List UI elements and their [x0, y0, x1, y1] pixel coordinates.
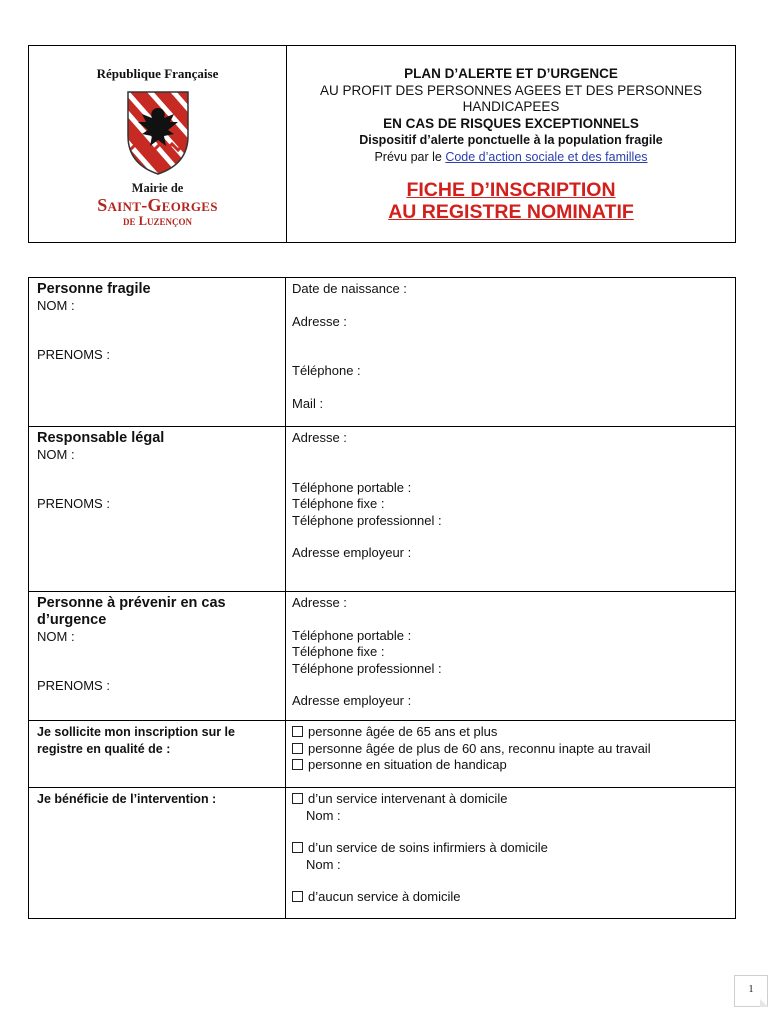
registration-form [28, 277, 736, 919]
fiche-title [287, 179, 735, 223]
intervention-label: Je bénéficie de l’intervention : [37, 792, 217, 806]
option-label: personne âgée de 65 ans et plus [308, 724, 498, 739]
prevu-prefix: Prévu par le [374, 149, 446, 164]
republique-label: République Française [96, 66, 219, 81]
telephone-field[interactable]: Téléphone : [292, 363, 361, 378]
title-cell [287, 46, 735, 242]
option-65-ans[interactable] [292, 724, 729, 741]
tel-pro-field[interactable]: Téléphone professionnel : [292, 660, 442, 676]
option-label: personne en situation de handicap [308, 757, 507, 772]
inscription-right [286, 721, 735, 787]
option-label: d’un service intervenant à domicile [308, 791, 508, 806]
date-naissance-field[interactable]: Date de naissance : [292, 281, 407, 296]
prenoms-field[interactable]: PRENOMS : [37, 347, 110, 362]
nom-soins-field[interactable]: Nom : [306, 856, 341, 872]
prenoms-field[interactable]: PRENOMS : [37, 496, 110, 511]
fragile-right [286, 278, 735, 426]
intervention-left [29, 788, 286, 918]
option-aucun-service[interactable] [292, 889, 729, 906]
row-personne-fragile [29, 278, 735, 426]
option-service-domicile[interactable] [292, 791, 729, 808]
responsable-right [286, 427, 735, 591]
risk-title: EN CAS DE RISQUES EXCEPTIONNELS [383, 115, 639, 131]
section-title: Personne fragile [37, 281, 151, 297]
fragile-left [29, 278, 286, 426]
row-inscription [29, 720, 735, 787]
fiche-line2: AU REGISTRE NOMINATIF [388, 201, 634, 223]
tel-pro-field[interactable]: Téléphone professionnel : [292, 512, 442, 528]
adresse-field[interactable]: Adresse : [292, 313, 347, 329]
header-box [28, 45, 736, 243]
adresse-field[interactable]: Adresse : [292, 430, 347, 445]
tel-portable-field[interactable]: Téléphone portable : [292, 627, 412, 643]
checkbox[interactable] [292, 726, 303, 737]
option-handicap[interactable] [292, 757, 729, 774]
urgence-left [29, 592, 286, 720]
nom-service-field[interactable]: Nom : [306, 807, 341, 823]
row-responsable-legal [29, 426, 735, 591]
plan-title: PLAN D’ALERTE ET D’URGENCE [404, 66, 618, 81]
checkbox[interactable] [292, 793, 303, 804]
checkbox[interactable] [292, 759, 303, 770]
prenoms-field[interactable]: PRENOMS : [37, 678, 110, 693]
nom-field[interactable]: NOM : [37, 298, 75, 313]
mairie-label: Mairie de [131, 181, 184, 195]
option-label: d’un service de soins infirmiers à domicile [308, 840, 548, 855]
plan-subtitle: AU PROFIT DES PERSONNES AGEES ET DES PERSONNES HANDICAPEES [319, 82, 703, 114]
checkbox[interactable] [292, 842, 303, 853]
checkbox[interactable] [292, 891, 303, 902]
responsable-left [29, 427, 286, 591]
dispositif-line: Dispositif d’alerte ponctuelle à la population fragile [359, 133, 663, 147]
intervention-right [286, 788, 735, 918]
tel-portable-field[interactable]: Téléphone portable : [292, 479, 412, 495]
checkbox[interactable] [292, 743, 303, 754]
coat-of-arms-icon [126, 90, 190, 176]
row-intervention [29, 787, 735, 918]
row-personne-urgence [29, 591, 735, 720]
nom-field[interactable]: NOM : [37, 447, 75, 462]
mail-field[interactable]: Mail : [292, 395, 324, 411]
section-title: Personne à prévenir en cas d’urgence [37, 595, 226, 628]
inscription-label: Je sollicite mon inscription sur le registre en qualité de : [37, 725, 235, 756]
commune-suffix: de Luzençon [123, 214, 192, 228]
nom-field[interactable]: NOM : [37, 629, 75, 644]
adresse-employeur-field[interactable]: Adresse employeur : [292, 545, 412, 560]
logo-cell [29, 46, 287, 242]
adresse-field[interactable]: Adresse : [292, 595, 347, 610]
inscription-left [29, 721, 286, 787]
tel-fixe-field[interactable]: Téléphone fixe : [292, 496, 385, 511]
commune-name: Saint-Georges [97, 195, 218, 215]
urgence-right [286, 592, 735, 720]
option-label: personne âgée de plus de 60 ans, reconnu inapte au travail [308, 740, 651, 756]
option-label: d’aucun service à domicile [308, 889, 461, 904]
section-title: Responsable légal [37, 430, 165, 446]
tel-fixe-field[interactable]: Téléphone fixe : [292, 644, 385, 659]
code-link[interactable]: Code d’action sociale et des familles [445, 149, 648, 164]
prevu-line [287, 149, 735, 166]
option-60-ans-inapte[interactable] [292, 741, 729, 758]
fiche-line1: FICHE D’INSCRIPTION [406, 179, 616, 201]
page-number: 1 [734, 975, 768, 1007]
adresse-employeur-field[interactable]: Adresse employeur : [292, 693, 412, 708]
option-soins-infirmiers[interactable] [292, 840, 729, 857]
